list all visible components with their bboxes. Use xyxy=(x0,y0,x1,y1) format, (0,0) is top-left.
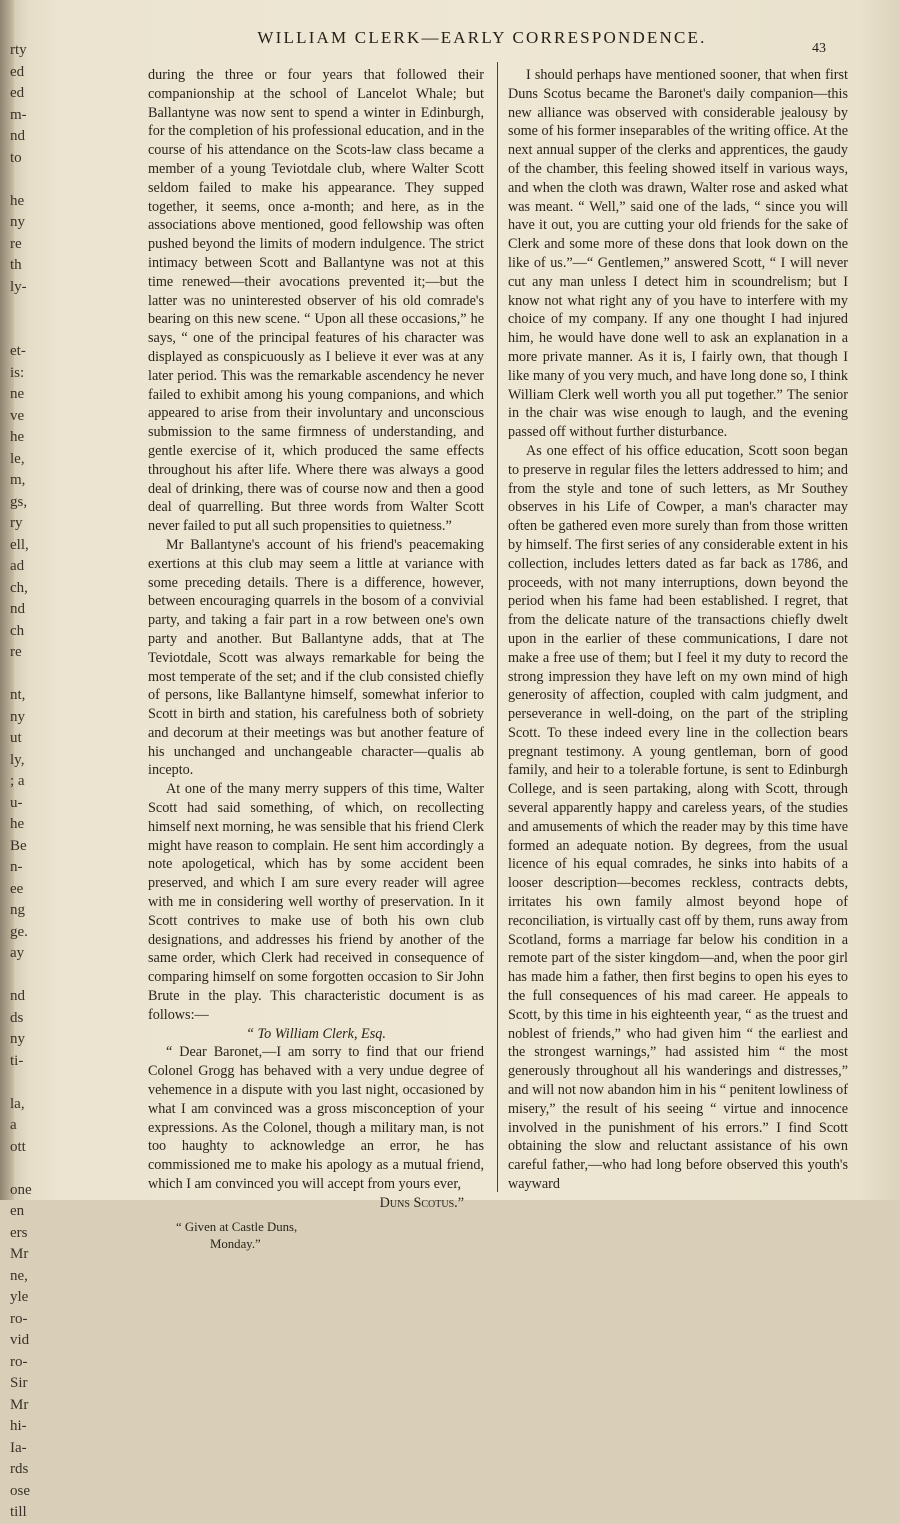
previous-page-fragment: ed xyxy=(10,63,25,80)
previous-page-fragment: ut xyxy=(10,730,22,746)
previous-page-fragment: re xyxy=(10,235,22,252)
previous-page-fragment: et- xyxy=(10,343,26,359)
previous-page-fragment: m, xyxy=(10,472,26,488)
previous-page-fragment: m- xyxy=(10,106,27,123)
previous-page-fragment: ; a xyxy=(10,773,25,789)
previous-page-fragment: ge. xyxy=(10,923,28,940)
previous-page-fragment: nd xyxy=(10,988,25,1004)
previous-page-fragment: ne xyxy=(10,386,25,402)
previous-page-fragment: ny xyxy=(10,708,25,725)
dateline-day: Monday.” xyxy=(210,1236,261,1251)
letter-signature: Duns Scotus.” xyxy=(379,1194,464,1211)
previous-page-fragment: rty xyxy=(10,42,27,58)
previous-page-fragment: Ia- xyxy=(10,1439,27,1456)
paragraph: I should perhaps have mentioned sooner, that when first Duns Scotus became the Baronet's daily companion—this new alliance was observed with considerable jealousy by some of his former inseparables of the writing office. At the next annual supper of the clerks and apprentices, the gaudy of the chamber, this feeling showed itself in various ways, and when the cloth was drawn, Walter rose and asked what was meant. “ Well,” said one of the lads, “ since you will have it out, you are cutting your old friends for the sake of Clerk and some more of these dons that look down on the like of us.”—“ Gentlemen,” answered Scott, “ I will never cut any man unless I detect him in scoundrelism; but I know not what right any of you have to interfere with my choice of my company. If any one thought I had injured him, he would have done well to ask an explanation in a more private manner. As it is, I fairly own, that though I like many of you very much, and have long done so, I think William Clerk well worth you all put together.” The senior in the chair was wise enough to laugh, and the evening passed off without further disturbance. xyxy=(508,67,848,441)
previous-page-fragment xyxy=(10,965,38,987)
previous-page-fragment: Sir xyxy=(10,1375,28,1391)
previous-page-fragment: hi- xyxy=(10,1418,27,1434)
previous-page-fragment: to xyxy=(10,149,22,166)
previous-page-fragment: nd xyxy=(10,601,25,617)
paragraph: At one of the many merry suppers of this time, Walter Scott had said something, of which, on recollecting himself next morning, he was sensible that his friend Clerk might have reason to complain. He sent him accordingly a note apologetical, which has by some accident been preserved, and which I am sure every reader will agree with me in considering well worthy of preservation. In it Scott contrives to make use of both his own club designations, and addresses his friend by another of the same order, which Clerk had received in consequence of comparing himself on some forgotten occasion to Sir John Brute in the play. This characteristic document is as follows:— xyxy=(148,781,484,1023)
previous-page-fragment: ve xyxy=(10,407,25,424)
previous-page-fragment: ny xyxy=(10,214,25,230)
previous-page-fragment: he xyxy=(10,429,25,445)
previous-page-fragment: nd xyxy=(10,128,25,144)
previous-page-fragment: ne, xyxy=(10,1267,28,1284)
previous-page-fragment: en xyxy=(10,1203,25,1219)
previous-page-fragment: ry xyxy=(10,515,23,531)
previous-page-fragment: gs, xyxy=(10,493,28,510)
page-number: 43 xyxy=(812,41,826,56)
previous-page-fragment: ly- xyxy=(10,278,27,295)
previous-page-fragment: one xyxy=(10,1181,32,1198)
previous-page-fragment: Be xyxy=(10,837,27,854)
letter-dateline xyxy=(176,1219,484,1253)
previous-page-fragment: ch xyxy=(10,622,25,639)
previous-page-fragment: ro- xyxy=(10,1310,28,1327)
previous-page-fragment: n- xyxy=(10,859,23,875)
previous-page-fragment: ds xyxy=(10,1009,24,1026)
previous-page-fragment xyxy=(10,664,38,686)
previous-page-fragment: ro- xyxy=(10,1353,28,1370)
previous-page-fragment xyxy=(10,1072,38,1094)
previous-page-fragment: ny xyxy=(10,1031,25,1047)
previous-page-fragment: ly, xyxy=(10,751,25,768)
previous-page-fragment: la, xyxy=(10,1095,25,1112)
previous-page-fragment: a xyxy=(10,1117,17,1133)
previous-page-fragment: le, xyxy=(10,450,25,467)
previous-page-fragment: vid xyxy=(10,1332,30,1348)
column-divider xyxy=(497,62,498,1192)
previous-page-fragment: re xyxy=(10,644,22,660)
previous-page-fragment: th xyxy=(10,257,22,273)
previous-page-fragment xyxy=(10,169,38,191)
previous-page-fragment: ch, xyxy=(10,579,28,596)
previous-page-fragment xyxy=(10,320,38,342)
previous-page-edge xyxy=(10,40,38,1524)
previous-page-fragment: ad xyxy=(10,558,25,574)
previous-page-fragment: he xyxy=(10,192,25,209)
previous-page-fragment: rds xyxy=(10,1461,29,1477)
previous-page-fragment: ers xyxy=(10,1224,28,1241)
previous-page-fragment: ed xyxy=(10,85,25,101)
previous-page-fragment: yle xyxy=(10,1289,29,1305)
running-title: WILLIAM CLERK—EARLY CORRESPONDENCE. xyxy=(257,28,707,47)
right-column xyxy=(508,66,848,1194)
letter-heading: “ To William Clerk, Esq. xyxy=(246,1025,386,1042)
previous-page-fragment: Mr xyxy=(10,1396,29,1413)
previous-page-fragment: is: xyxy=(10,364,25,381)
previous-page-fragment: ell, xyxy=(10,536,29,553)
previous-page-fragment: ay xyxy=(10,945,25,961)
previous-page-fragment: till xyxy=(10,1504,27,1520)
previous-page-fragment: ose xyxy=(10,1482,30,1499)
previous-page-fragment: Mr xyxy=(10,1246,29,1262)
previous-page-fragment: ng xyxy=(10,902,25,918)
previous-page-fragment: ti- xyxy=(10,1052,24,1069)
paragraph: Mr Ballantyne's account of his friend's peacemaking exertions at this club may seem a little at variance with some preceding details. There is a difference, however, between encouraging quarrels in the bosom of a convivial party, and taking a fair part in a row between one's own party and another. But Ballantyne adds, that at The Teviotdale, Scott was always remarkable for being the most temperate of the set; and if the club consisted chiefly of persons, like Ballantyne himself, somewhat inferior to Scott in birth and station, his carefulness both of sobriety and decorum at their meetings was but another feature of his unchanged and unchangeable character—qualis ab incepto. xyxy=(148,536,484,779)
previous-page-fragment: ee xyxy=(10,880,24,897)
dateline-place: “ Given at Castle Duns, xyxy=(176,1219,298,1234)
left-column xyxy=(148,66,484,1253)
paragraph: As one effect of his office education, Scott soon began to preserve in regular files the letters addressed to him; and from the style and tone of such letters, as Mr Southey observes in his Life of Cowper, a man's character may often be gathered even more surely than from those written by himself. The first series of any considerable extent in his collection, includes letters dated as far back as 1786, and proceeds, with not many interruptions, down beyond the period when his fame had been established. I regret, that from the delicate nature of the transactions chiefly dwelt upon in the earlier of these communications, I dare not make a free use of them; but I feel it my duty to record the strong impression they have left on my own mind of high generosity of affection, coupled with calm judgment, and perseverance in well-doing, on the part of the stripling Scott. To these indeed every line in the collection bears pregnant testimony. A young gentleman, born of good family, and heir to a tolerable fortune, is sent to Edinburgh College, and is seen partaking, along with Scott, through several apparently happy and careless years, of the studies and amusements of which the reader may by this time have formed an adequate notion. By degrees, from the usual licence of his equal comrades, he sinks into habits of a looser description—becomes reckless, contracts debts, irritates his own family almost beyond hope of reconciliation, is virtually cast off by them, runs away from Scotland, forms a marriage far below his condition in a remote part of the sister kingdom—and, when the poor girl has made him a father, then first begins to open his eyes to the full consequences of his mad career. He appeals to Scott, by this time in his eighteenth year, “ as the truest and noblest of friends,” who had given him “ the earliest and the strongest warnings,” had assisted him “ the most generously throughout all his wanderings and distresses,” and will not now abandon him in his “ penitent lowliness of misery,” the result of his seeing “ virtue and innocence involved in the punishment of his errors.” I find Scott obtaining the slow and reluctant assistance of his own careful father,—who had long before observed this youth's wayward xyxy=(508,442,848,1193)
paragraph: during the three or four years that followed their companionship at the school of Lancelot Whale; but Ballantyne was now sent to spend a winter in Edinburgh, for the completion of his professional education, and in the course of his attendance on the Scots-law class became a member of a young Teviotdale club, where Walter Scott seldom failed to make his appearance. They supped together, it seems, once a-month; and here, as in the associations above mentioned, good fellowship was often pushed beyond the limits of modern indulgence. The strict intimacy between Scott and Ballantyne was not at this time renewed—their avocations prevented it;—but the latter was no uninterested observer of his old comrade's bearing on this new scene. “ Upon all these occasions,” he says, “ one of the principal features of his character was displayed as conspicuously as I believe it ever was at any later period. This was the remarkable ascendency he never failed to exhibit among his young companions, and which appeared to arise from their involuntary and unconscious submission to the same firmness of understanding, and gentle exercise of it, which produced the same effects throughout his after life. Where there was always a good deal of drinking, there was of course now and then a good deal of quarrelling. But three words from Walter Scott never failed to put all such propensities to quietness.” xyxy=(148,67,484,535)
previous-page-fragment: ott xyxy=(10,1138,26,1155)
letter-body: “ Dear Baronet,—I am sorry to find that our friend Colonel Grogg has behaved with a very undue degree of vehemence in a dispute with you last night, occasioned by what I am convinced was a gross misconception of your expressions. As the Colonel, though a military man, is not too haughty to acknowledge an error, he has commissioned me to make his apology as a mutual friend, which I am convinced you will accept from yours ever, xyxy=(148,1044,484,1193)
previous-page-fragment xyxy=(10,1158,38,1180)
previous-page-fragment: he xyxy=(10,816,25,832)
previous-page-fragment: u- xyxy=(10,794,23,811)
previous-page-fragment: nt, xyxy=(10,687,26,703)
previous-page-fragment xyxy=(10,298,38,320)
